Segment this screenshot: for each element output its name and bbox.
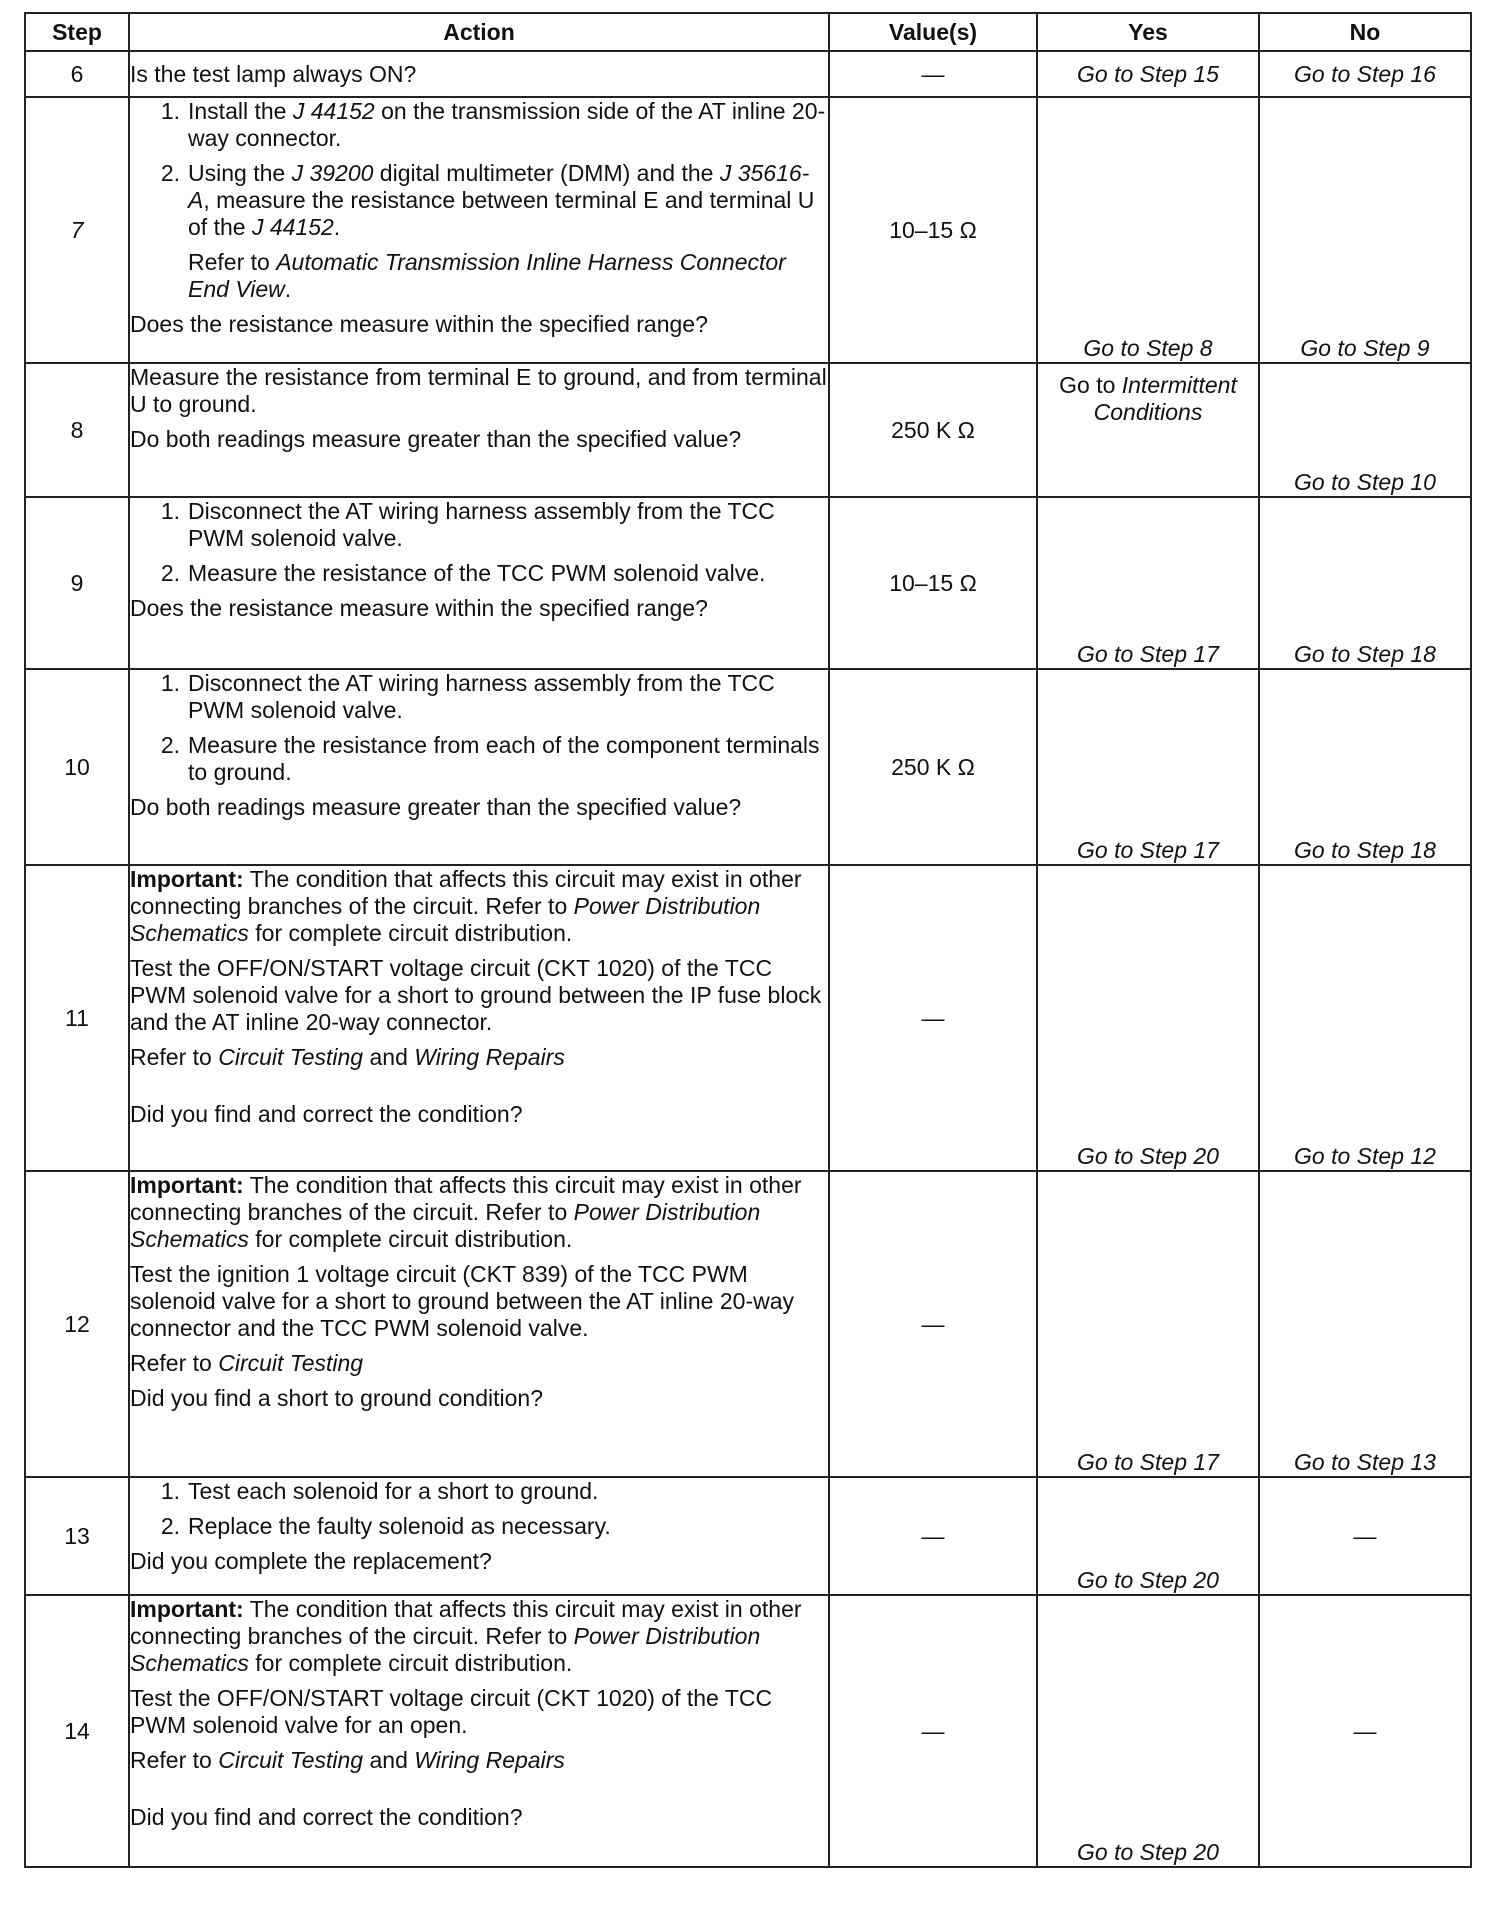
no-cell: —: [1259, 1595, 1471, 1867]
action-reference: Refer to Circuit Testing: [130, 1350, 364, 1376]
value-cell: —: [829, 865, 1037, 1171]
action-cell: [129, 1595, 829, 1867]
action-reference: Refer to Circuit Testing and Wiring Repairs: [130, 1044, 565, 1070]
action-substep-2: 2. Measure the resistance of the TCC PWM solenoid valve.: [160, 560, 766, 586]
important-note: Important: The condition that affects this circuit may exist in other connecting branches of the circuit. Refer to Power Distribution Schematics for complete circuit distribution.: [130, 1596, 802, 1676]
action-text: Measure the resistance from terminal E to ground, and from terminal U to ground.: [130, 364, 827, 417]
step-number: 10: [25, 669, 129, 865]
no-cell: Go to Step 9: [1259, 97, 1471, 363]
important-note: Important: The condition that affects this circuit may exist in other connecting branches of the circuit. Refer to Power Distribution Schematics for complete circuit distribution.: [130, 1172, 802, 1252]
action-question: Did you find and correct the condition?: [130, 1101, 523, 1127]
yes-cell: Go to Step 8: [1037, 97, 1259, 363]
header-row: [25, 13, 1471, 51]
no-cell: Go to Step 12: [1259, 865, 1471, 1171]
no-cell: —: [1259, 1477, 1471, 1595]
header-step: Step: [25, 13, 129, 51]
action-cell: [129, 669, 829, 865]
action-question: Does the resistance measure within the specified range?: [130, 311, 708, 337]
step-number: 14: [25, 1595, 129, 1867]
header-yes: Yes: [1037, 13, 1259, 51]
action-cell: [129, 97, 829, 363]
important-note: Important: The condition that affects this circuit may exist in other connecting branches of the circuit. Refer to Power Distribution Schematics for complete circuit distribution.: [130, 866, 802, 946]
action-substep-2: 2. Replace the faulty solenoid as necessary.: [160, 1513, 611, 1539]
action-cell: [129, 865, 829, 1171]
action-substep-1: 1. Disconnect the AT wiring harness assembly from the TCC PWM solenoid valve.: [160, 498, 775, 551]
action-cell: [129, 363, 829, 497]
action-question: Did you find a short to ground condition?: [130, 1385, 543, 1411]
step-number: 6: [25, 51, 129, 97]
value-cell: 10–15 Ω: [829, 97, 1037, 363]
table-row-step-10: [25, 669, 1471, 865]
yes-cell: Go to Step 20: [1037, 1477, 1259, 1595]
yes-cell: Go to Step 17: [1037, 497, 1259, 669]
action-cell: [129, 1171, 829, 1477]
no-cell: Go to Step 13: [1259, 1171, 1471, 1477]
action-question: Did you complete the replacement?: [130, 1548, 492, 1574]
action-question: Do both readings measure greater than the specified value?: [130, 426, 742, 452]
action-substep-1: 1. Install the J 44152 on the transmission side of the AT inline 20-way connector.: [160, 98, 826, 151]
value-cell: —: [829, 1171, 1037, 1477]
diagnostic-table: [24, 12, 1472, 1868]
table-row-step-12: [25, 1171, 1471, 1477]
action-question: Is the test lamp always ON?: [129, 51, 829, 97]
table-row-step-7: [25, 97, 1471, 363]
no-cell: Go to Step 16: [1259, 51, 1471, 97]
action-question: Do both readings measure greater than the specified value?: [130, 794, 742, 820]
action-cell: [129, 1477, 829, 1595]
no-cell: Go to Step 18: [1259, 497, 1471, 669]
table-row-step-13: [25, 1477, 1471, 1595]
step-number: 7: [25, 97, 129, 363]
value-cell: —: [829, 1595, 1037, 1867]
step-number: 11: [25, 865, 129, 1171]
yes-cell: Go to Step 15: [1037, 51, 1259, 97]
header-action: Action: [129, 13, 829, 51]
step-number: 9: [25, 497, 129, 669]
step-number: 12: [25, 1171, 129, 1477]
table-row-step-14: [25, 1595, 1471, 1867]
yes-cell: Go to Step 17: [1037, 1171, 1259, 1477]
no-cell: Go to Step 18: [1259, 669, 1471, 865]
action-question: Did you find and correct the condition?: [130, 1804, 523, 1830]
action-substep-1: 1. Disconnect the AT wiring harness assembly from the TCC PWM solenoid valve.: [160, 670, 775, 723]
step-number: 13: [25, 1477, 129, 1595]
action-reference: Refer to Circuit Testing and Wiring Repairs: [130, 1747, 565, 1773]
table-row-step-11: [25, 865, 1471, 1171]
action-reference: Refer to Automatic Transmission Inline Harness Connector End View.: [188, 249, 786, 302]
value-cell: 250 K Ω: [829, 669, 1037, 865]
action-text: Test the ignition 1 voltage circuit (CKT 839) of the TCC PWM solenoid valve for a short to ground between the AT inline 20-way connector and the TCC PWM solenoid valve.: [130, 1261, 795, 1341]
action-substep-1: 1. Test each solenoid for a short to ground.: [160, 1478, 599, 1504]
yes-cell: Go to Intermittent Conditions: [1037, 363, 1259, 497]
table-row-step-9: [25, 497, 1471, 669]
step-number: 8: [25, 363, 129, 497]
action-cell: [129, 497, 829, 669]
value-cell: 10–15 Ω: [829, 497, 1037, 669]
header-values: Value(s): [829, 13, 1037, 51]
action-question: Does the resistance measure within the specified range?: [130, 595, 708, 621]
yes-cell: Go to Step 20: [1037, 1595, 1259, 1867]
value-cell: 250 K Ω: [829, 363, 1037, 497]
action-text: Test the OFF/ON/START voltage circuit (CKT 1020) of the TCC PWM solenoid valve for an open.: [130, 1685, 773, 1738]
no-cell: Go to Step 10: [1259, 363, 1471, 497]
action-substep-2: 2. Measure the resistance from each of the component terminals to ground.: [160, 732, 820, 785]
table-row-step-6: [25, 51, 1471, 97]
yes-cell: Go to Step 20: [1037, 865, 1259, 1171]
action-substep-2: 2. Using the J 39200 digital multimeter (DMM) and the J 35616-A, measure the resistance between terminal E and terminal U of the J 44152.: [160, 160, 815, 240]
yes-cell: Go to Step 17: [1037, 669, 1259, 865]
header-no: No: [1259, 13, 1471, 51]
table-row-step-8: [25, 363, 1471, 497]
value-cell: —: [829, 1477, 1037, 1595]
action-text: Test the OFF/ON/START voltage circuit (CKT 1020) of the TCC PWM solenoid valve for a short to ground between the IP fuse block and the AT inline 20-way connector.: [130, 955, 822, 1035]
value-cell: —: [829, 51, 1037, 97]
